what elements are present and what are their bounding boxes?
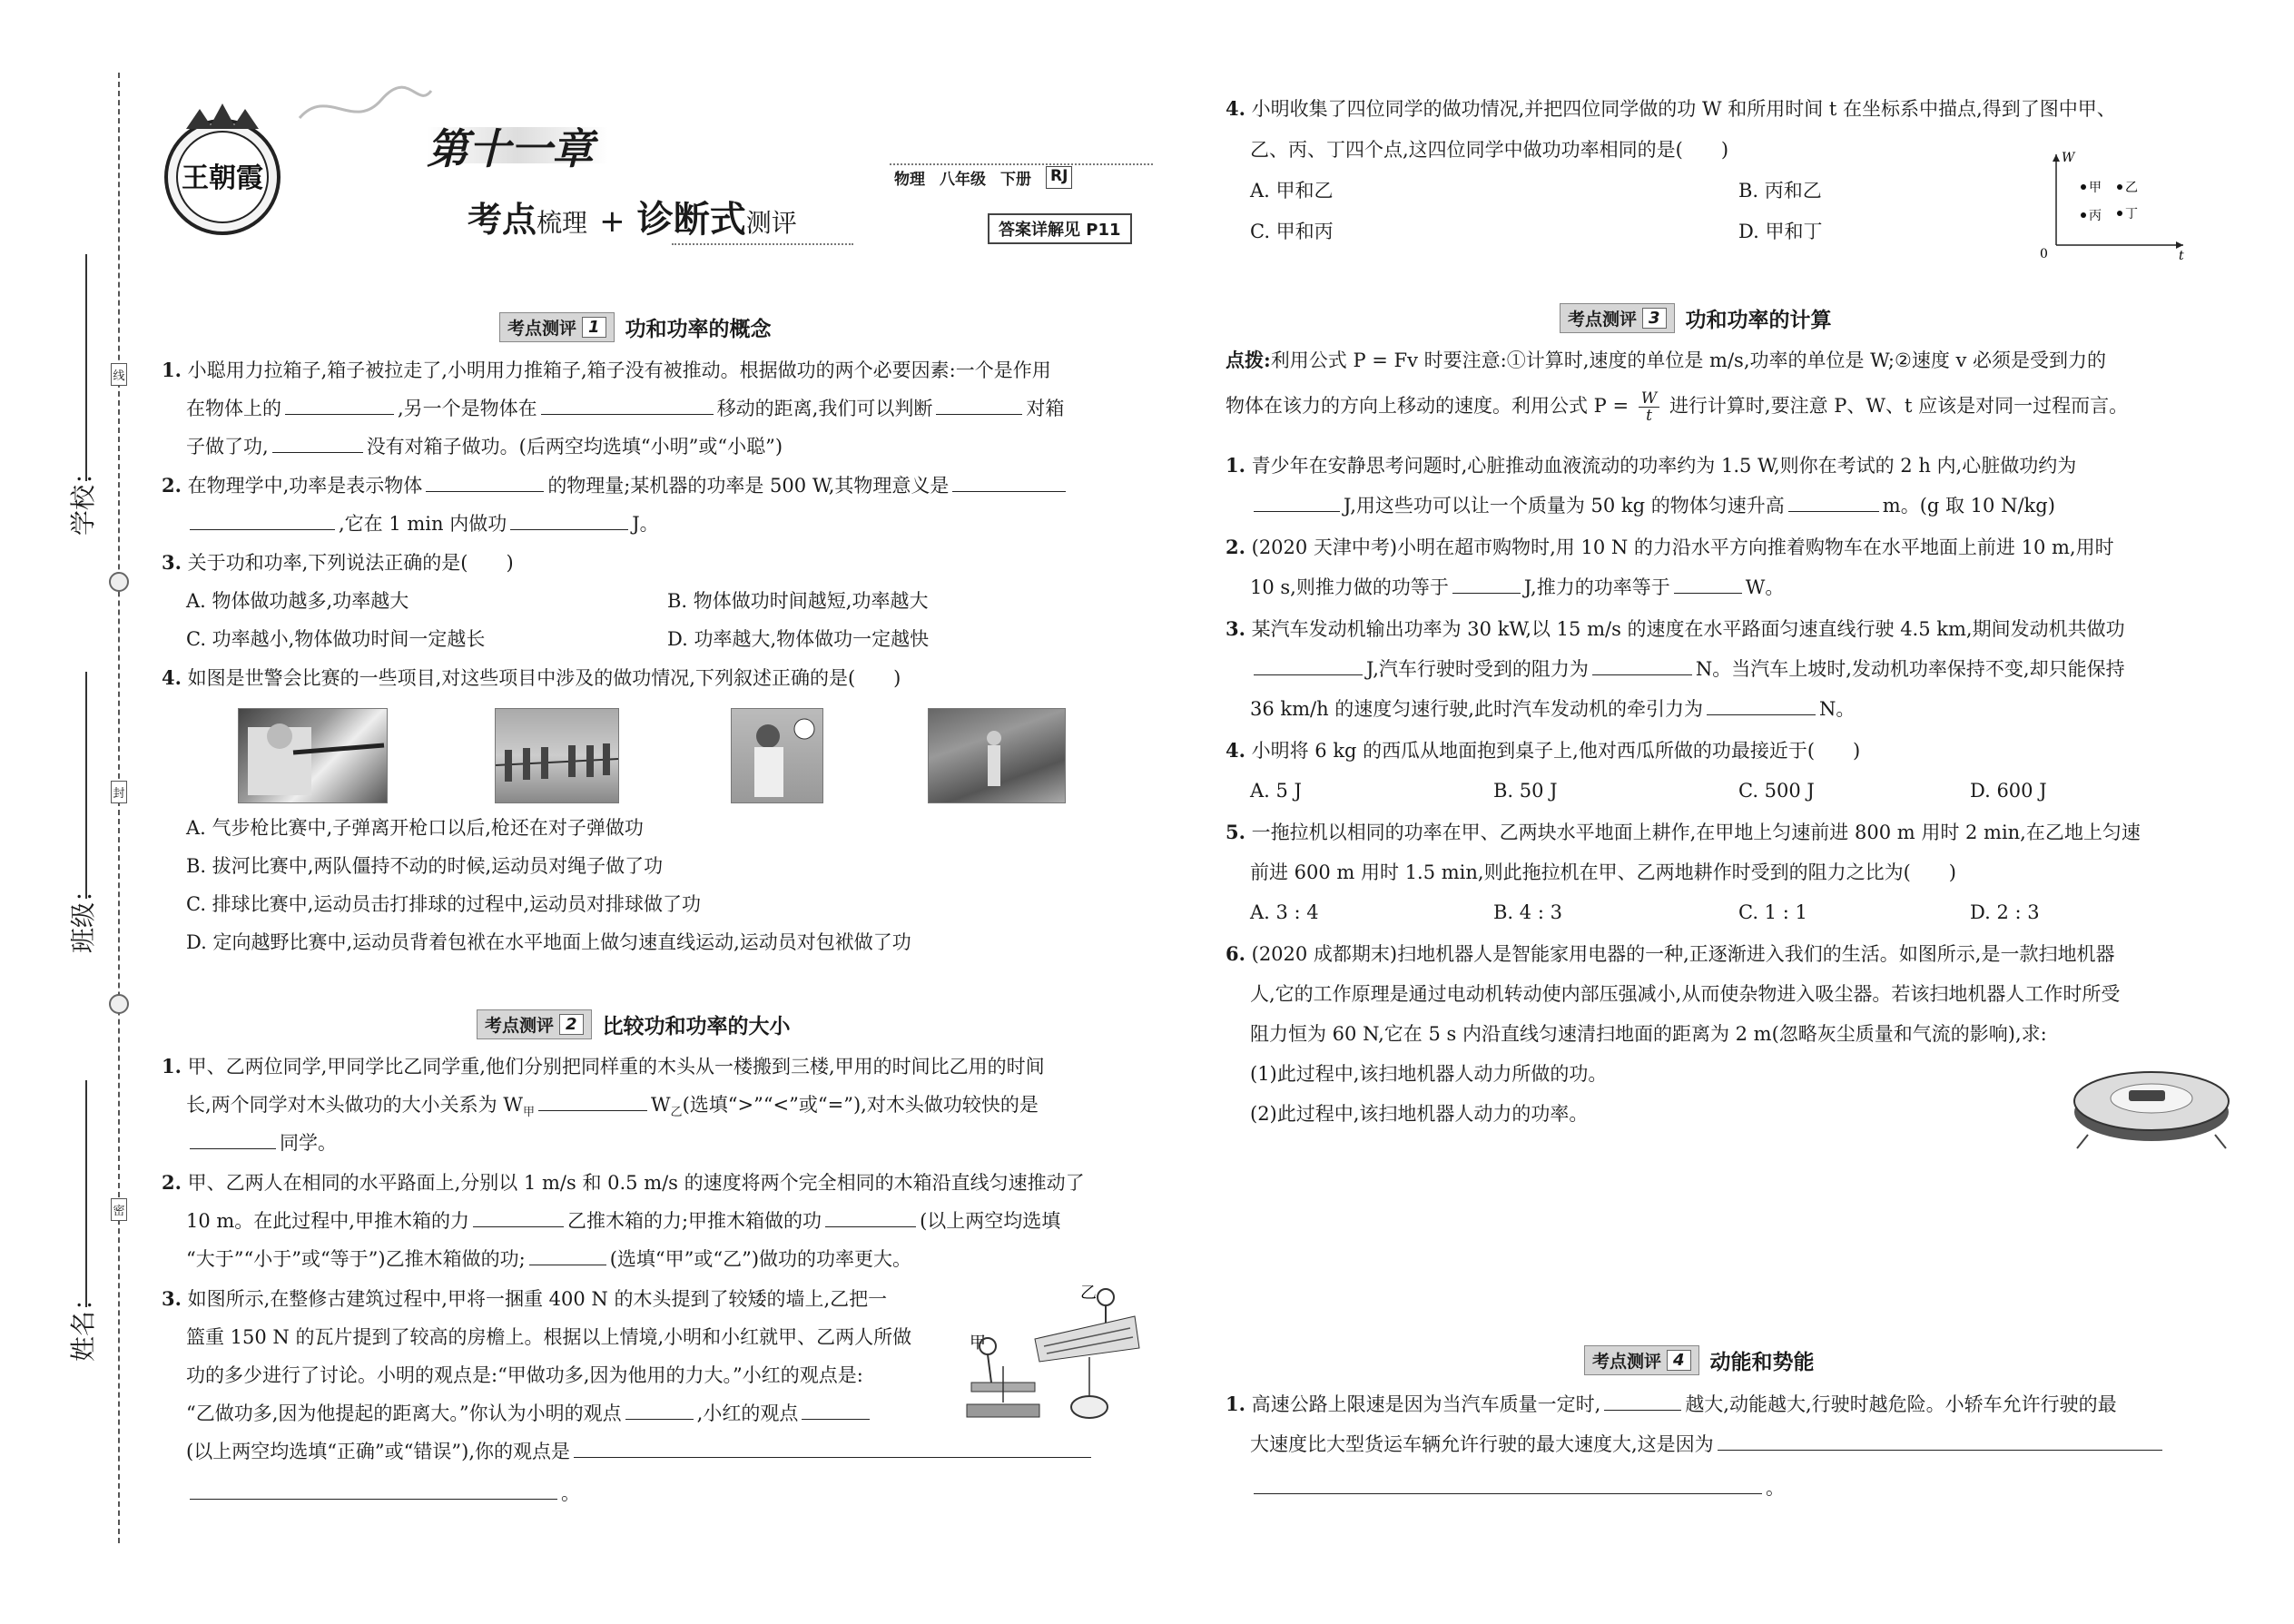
answer-blank[interactable] <box>936 396 1022 415</box>
s1-q2-line2: ,它在 1 min 内做功 J。 <box>186 510 659 537</box>
s3-q3-line3: 36 km/h 的速度匀速行驶,此时汽车发动机的牵引力为 N。 <box>1250 698 1856 720</box>
point-yi <box>2117 184 2122 190</box>
book-meta: 物理 八年级 下册 RJ <box>894 166 1072 189</box>
name-field[interactable] <box>85 1080 87 1307</box>
binding-tag-line: 线 <box>111 363 127 386</box>
answer-blank[interactable] <box>510 511 628 530</box>
s3-q4-option-a[interactable]: A. 5 J <box>1250 780 1302 802</box>
s1-q2-line1: 2. 在物理学中,功率是表示物体 的物理量;某机器的功率是 500 W,其物理意义是 <box>162 472 1069 499</box>
s1-q1-line2: 在物体上的 ,另一个是物体在 移动的距离,我们可以判断 对箱 <box>186 398 1065 419</box>
r-q4-option-a[interactable]: A. 甲和乙 <box>1250 180 1334 202</box>
school-label: 学校： <box>68 458 98 536</box>
answer-blank[interactable] <box>285 396 394 415</box>
s2-q3-line1: 3. 如图所示,在整修古建筑过程中,甲将一捆重 400 N 的木头提到了较矮的墙上,乙把一 <box>162 1287 888 1310</box>
s3-q1-line2: J,用这些功可以让一个质量为 50 kg 的物体匀速升高 m。(g 取 10 N/kg) <box>1250 492 2055 519</box>
section-1-header: 考点测评 1 功和功率的概念 <box>499 309 772 345</box>
ribbon-icon <box>290 82 436 136</box>
s3-tip-line2: 物体在该力的方向上移动的速度。利用公式 P = $\frac{W}{t}$ 进行计算时,要注意 P、W、t 应该是对同一过程而言。 <box>1226 389 2129 425</box>
logo-seal-icon <box>154 91 290 245</box>
s3-q5-line1: 5. 一拖拉机以相同的功率在甲、乙两块水平地面上耕作,在甲地上匀速前进 800 m 用时 2 min,在乙地上匀速 <box>1226 821 2141 843</box>
answer-blank[interactable] <box>1788 493 1879 512</box>
construction-figure <box>953 1275 1144 1425</box>
svg-text:甲: 甲 <box>2089 181 2102 195</box>
svg-text:甲: 甲 <box>970 1334 986 1353</box>
school-field[interactable] <box>85 254 87 481</box>
class-label: 班级： <box>68 876 98 953</box>
svg-text:丙: 丙 <box>2089 209 2102 223</box>
s2-q3-line2: 篮重 150 N 的瓦片提到了较高的房檐上。根据以上情境,小明和小红就甲、乙两人所做 <box>186 1326 912 1348</box>
answer-blank[interactable] <box>952 473 1066 492</box>
robot-vacuum-figure <box>2070 1048 2233 1157</box>
s1-q3-option-c[interactable]: C. 功率越小,物体做功时间一定越长 <box>186 628 486 650</box>
s3-q6-line2: 人,它的工作原理是通过电动机转动使内部压强减小,从而使杂物进入吸尘器。若该扫地机器人工作时所受 <box>1250 983 2121 1005</box>
answer-blank[interactable] <box>1674 575 1742 594</box>
binding-dotted-line <box>118 73 120 1543</box>
point-ding <box>2117 211 2122 216</box>
s3-q6-line3: 阻力恒为 60 N,它在 5 s 内沿直线匀速清扫地面的距离为 2 m(忽略灰尘质量和气流的影响),求: <box>1250 1023 2047 1045</box>
s3-q4-option-c[interactable]: C. 500 J <box>1738 780 1815 802</box>
svg-text:乙: 乙 <box>2125 181 2138 195</box>
s2-q1-line3: 同学。 <box>186 1129 337 1156</box>
binding-tag-seal: 封 <box>111 781 127 803</box>
answer-ref: 答案详解见 P11 <box>988 213 1132 244</box>
tug-of-war-photo <box>495 708 619 803</box>
r-q4-line2: 乙、丙、丁四个点,这四位同学中做功功率相同的是( ) <box>1250 139 1729 161</box>
s2-q2-line3: “大于”“小于”或“等于”)乙推木箱做的功; (选填“甲”或“乙”)做功的功率更大。 <box>186 1248 912 1270</box>
r-q4-option-c[interactable]: C. 甲和丙 <box>1250 221 1334 242</box>
answer-blank[interactable] <box>574 1439 1091 1458</box>
svg-text:王朝霞: 王朝霞 <box>182 162 263 194</box>
s3-q2-line1: 2. (2020 天津中考)小明在超市购物时,用 10 N 的力沿水平方向推着购物车在水平地面上前进 10 m,用时 <box>1226 536 2114 558</box>
answer-blank[interactable] <box>802 1401 870 1420</box>
section-4-header: 考点测评 4 动能和势能 <box>1584 1342 1815 1378</box>
s2-q1-line2: 长,两个同学对木头做功的大小关系为 $W_甲$ $W_乙$(选填“>”“<”或“=”),对木头做功较快的是 <box>186 1094 1039 1120</box>
s2-q1-line1: 1. 甲、乙两位同学,甲同学比乙同学重,他们分别把同样重的木头从一楼搬到三楼,甲用的时间比乙用的时间 <box>162 1055 1045 1078</box>
answer-blank[interactable] <box>538 1092 647 1111</box>
svg-text:W: W <box>2062 151 2075 165</box>
s1-q4-option-b[interactable]: B. 拔河比赛中,两队僵持不动的时候,运动员对绳子做了功 <box>186 855 664 877</box>
header-subtitle: 考点梳理 + 诊断式测评 <box>468 199 797 241</box>
s2-q2-line2: 10 m。在此过程中,甲推木箱的力 乙推木箱的力;甲推木箱做的功 (以上两空均选填 <box>186 1210 1061 1232</box>
answer-blank[interactable] <box>272 434 363 453</box>
answer-blank[interactable] <box>1254 656 1363 675</box>
answer-blank[interactable] <box>1707 696 1816 715</box>
chapter-title: 第十一章 <box>427 124 594 173</box>
s3-q5-option-c[interactable]: C. 1 : 1 <box>1738 901 1807 923</box>
answer-blank[interactable] <box>473 1208 564 1227</box>
answer-blank[interactable] <box>1452 575 1521 594</box>
section-2-header: 考点测评 2 比较功和功率的大小 <box>477 1006 791 1042</box>
orienteering-photo <box>928 708 1066 803</box>
answer-blank[interactable] <box>1592 656 1692 675</box>
s1-q3-option-b[interactable]: B. 物体做功时间越短,功率越大 <box>667 590 929 612</box>
s3-q2-line2: 10 s,则推力做的功等于 J,推力的功率等于 W。 <box>1250 576 1785 598</box>
s3-q5-option-d[interactable]: D. 2 : 3 <box>1970 901 2040 923</box>
answer-blank[interactable] <box>529 1246 606 1265</box>
svg-text:t: t <box>2179 249 2184 263</box>
s3-q4: 4. 小明将 6 kg 的西瓜从地面抱到桌子上,他对西瓜所做的功最接近于( ) <box>1226 739 1861 762</box>
answer-blank[interactable] <box>190 511 335 530</box>
rifle-shooting-photo <box>238 708 388 803</box>
s3-q3-line1: 3. 某汽车发动机输出功率为 30 kW,以 15 m/s 的速度在水平路面匀速直线行驶 4.5 km,期间发动机共做功 <box>1226 617 2125 640</box>
svg-text:乙: 乙 <box>1080 1284 1097 1303</box>
name-label: 姓名： <box>68 1284 98 1362</box>
answer-blank[interactable] <box>825 1208 916 1227</box>
s1-q4-option-d[interactable]: D. 定向越野比赛中,运动员背着包袱在水平地面上做匀速直线运动,运动员对包袱做了功 <box>186 931 911 953</box>
answer-blank[interactable] <box>190 1481 557 1500</box>
s3-q3-line2: J,汽车行驶时受到的阻力为 N。当汽车上坡时,发动机功率保持不变,却只能保持 <box>1250 655 2125 683</box>
svg-text:0: 0 <box>2040 247 2048 261</box>
s3-q5-line2: 前进 600 m 用时 1.5 min,则此拖拉机在甲、乙两地耕作时受到的阻力之比为( ) <box>1250 861 1956 883</box>
s3-q5-option-b[interactable]: B. 4 : 3 <box>1493 901 1562 923</box>
answer-blank[interactable] <box>426 473 544 492</box>
s1-q1-line3: 子做了功, 没有对箱子做功。(后两空均选填“小明”或“小聪”) <box>186 436 783 458</box>
s4-q1-line2: 大速度比大型货运车辆允许行驶的最大速度大,这是因为 <box>1250 1431 2166 1458</box>
answer-blank[interactable] <box>1254 1475 1762 1494</box>
binder-ring-icon <box>109 572 129 592</box>
answer-blank[interactable] <box>541 396 714 415</box>
s3-tip-line1: 点拨:利用公式 P = Fv 时要注意:①计算时,速度的单位是 m/s,功率的单位是 W;②速度 v 必须是受到力的 <box>1226 349 2107 371</box>
s2-q3-line5: (以上两空均选填“正确”或“错误”),你的观点是 <box>186 1438 1095 1465</box>
s1-q3-option-d[interactable]: D. 功率越大,物体做功一定越快 <box>667 628 930 650</box>
binder-ring-icon <box>109 994 129 1014</box>
point-bing <box>2081 212 2086 218</box>
answer-blank[interactable] <box>625 1401 694 1420</box>
s1-q1-line1: 1. 小聪用力拉箱子,箱子被拉走了,小明用力推箱子,箱子没有被推动。根据做功的两个必要因素:一个是作用 <box>162 359 1051 381</box>
s3-q4-option-b[interactable]: B. 50 J <box>1493 780 1558 802</box>
s3-q5-option-a[interactable]: A. 3 : 4 <box>1250 901 1319 923</box>
s2-q2-line1: 2. 甲、乙两人在相同的水平路面上,分别以 1 m/s 和 0.5 m/s 的速度将两个完全相同的木箱沿直线匀速推动了 <box>162 1171 1085 1194</box>
answer-blank[interactable] <box>1254 493 1340 512</box>
answer-blank[interactable] <box>1718 1432 2162 1451</box>
s3-q4-option-d[interactable]: D. 600 J <box>1970 780 2047 802</box>
r-q4-option-d[interactable]: D. 甲和丁 <box>1738 221 1823 242</box>
answer-blank[interactable] <box>190 1130 276 1149</box>
r-q4-line1: 4. 小明收集了四位同学的做功情况,并把四位同学做的功 W 和所用时间 t 在坐标系中描点,得到了图中甲、 <box>1226 97 2116 120</box>
s4-q1-line1: 1. 高速公路上限速是因为当汽车质量一定时, 越大,动能越大,行驶时越危险。小轿车允许行驶的最 <box>1226 1393 2117 1415</box>
r-q4-option-b[interactable]: B. 丙和乙 <box>1738 180 1822 202</box>
s3-q1-line1: 1. 青少年在安静思考问题时,心脏推动血液流动的功率约为 1.5 W,则你在考试的 2 h 内,心脏做功约为 <box>1226 454 2077 477</box>
svg-text:丁: 丁 <box>2125 207 2138 221</box>
s1-q4-option-c[interactable]: C. 排球比赛中,运动员击打排球的过程中,运动员对排球做了功 <box>186 893 702 915</box>
s2-q3-line4: “乙做功多,因为他提起的距离大。”你认为小明的观点 ,小红的观点 <box>186 1400 873 1427</box>
s1-q3: 3. 关于功和功率,下列说法正确的是( ) <box>162 551 514 574</box>
s3-q6-line1: 6. (2020 成都期末)扫地机器人是智能家用电器的一种,正逐渐进入我们的生活。如图所示,是一款扫地机器 <box>1226 942 2115 965</box>
class-field[interactable] <box>85 672 87 899</box>
s1-q4-option-a[interactable]: A. 气步枪比赛中,子弹离开枪口以后,枪还在对子弹做功 <box>186 817 644 839</box>
work-time-graph <box>2029 145 2192 263</box>
answer-blank[interactable] <box>1604 1392 1681 1411</box>
s2-q3-line6: 。 <box>186 1480 580 1507</box>
s2-q3-line3: 功的多少进行了讨论。小明的观点是:“甲做功多,因为他用的力大。”小红的观点是: <box>186 1364 863 1386</box>
s3-q6-sub2: (2)此过程中,该扫地机器人动力的功率。 <box>1250 1103 1589 1125</box>
volleyball-photo <box>731 708 823 803</box>
point-jia <box>2081 184 2086 190</box>
binding-tag-secret: 密 <box>111 1198 127 1221</box>
s3-q6-sub1: (1)此过程中,该扫地机器人动力所做的功。 <box>1250 1063 1608 1085</box>
s4-q1-line3: 。 <box>1250 1474 1785 1501</box>
s1-q3-option-a[interactable]: A. 物体做功越多,功率越大 <box>186 590 409 612</box>
section-3-header: 考点测评 3 功和功率的计算 <box>1560 300 1832 336</box>
s1-q4: 4. 如图是世警会比赛的一些项目,对这些项目中涉及的做功情况,下列叙述正确的是( ) <box>162 666 901 689</box>
